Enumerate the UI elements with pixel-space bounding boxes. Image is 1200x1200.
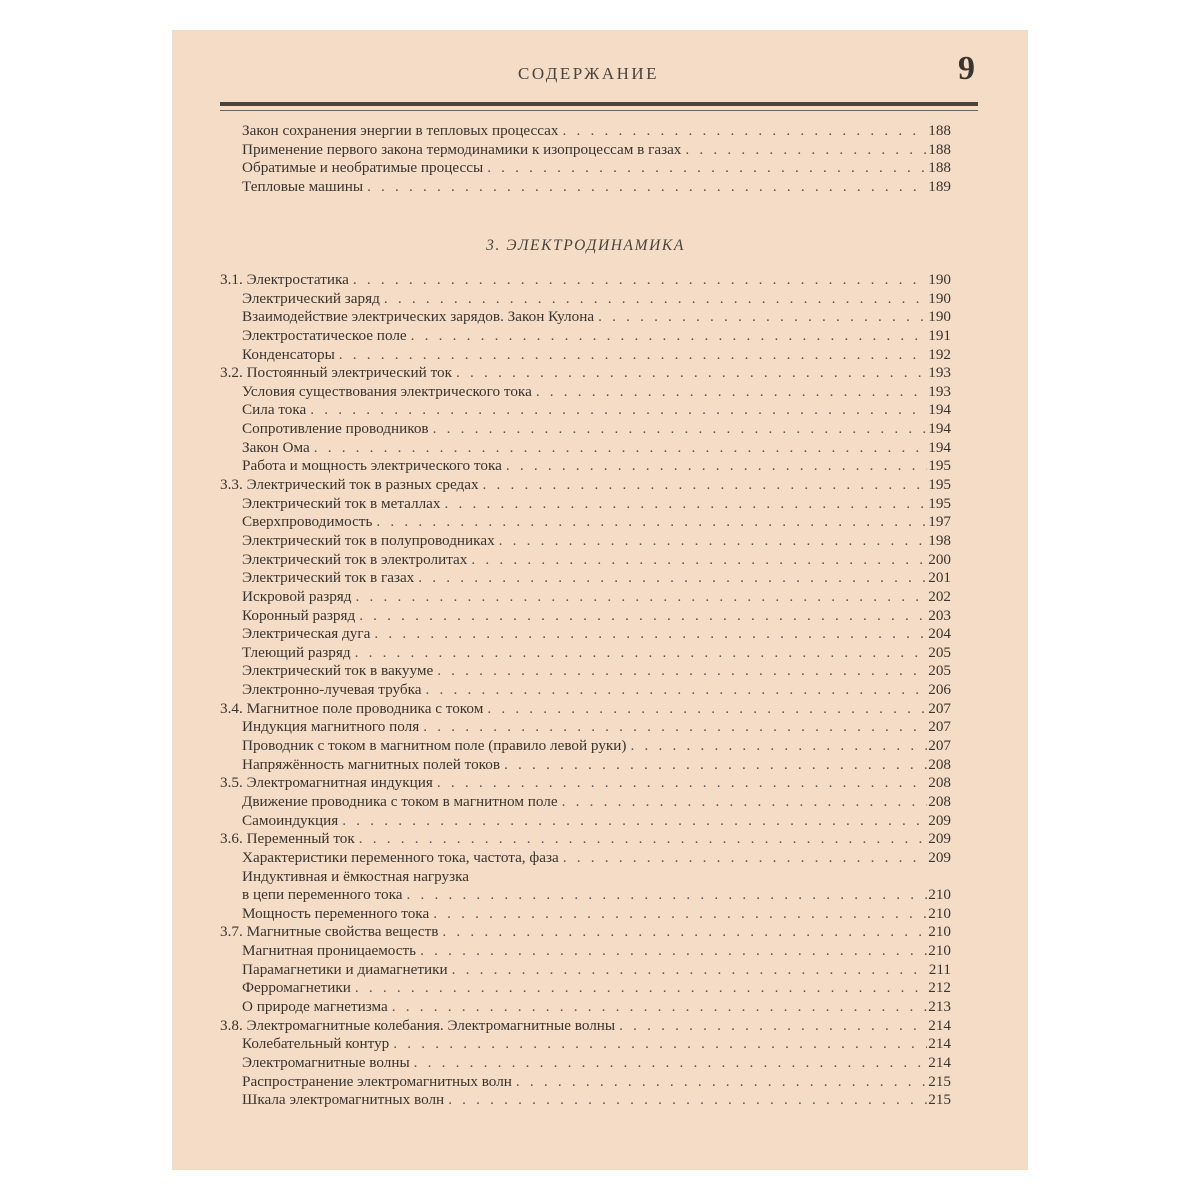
dot-leader	[433, 905, 927, 924]
dot-leader	[487, 159, 927, 178]
dot-leader	[392, 998, 927, 1017]
entry-title: Электрический заряд	[242, 289, 380, 307]
entry-page-number: 193	[928, 364, 951, 382]
toc-chapter-entry	[220, 476, 951, 495]
entry-page-number: 191	[928, 326, 951, 344]
dot-leader	[442, 923, 927, 942]
entry-page-number: 205	[928, 662, 951, 680]
entry-title: 3.4. Магнитное поле проводника с током	[220, 699, 484, 717]
toc-entry	[220, 849, 951, 868]
dot-leader	[563, 849, 927, 868]
entry-title: О природе магнетизма	[242, 997, 388, 1015]
toc-entry	[220, 308, 951, 327]
entry-page-number: 214	[928, 1035, 951, 1053]
dot-leader	[411, 327, 928, 346]
toc-entry	[220, 644, 951, 663]
dot-leader	[562, 793, 928, 812]
dot-leader	[598, 308, 927, 327]
toc-entry	[220, 159, 951, 178]
toc-entry	[220, 662, 951, 681]
toc-entry	[220, 290, 951, 309]
entry-page-number: 205	[928, 643, 951, 661]
entry-page-number: 192	[928, 345, 951, 363]
dot-leader	[437, 774, 927, 793]
entry-title: 3.8. Электромагнитные колебания. Электромагнитные волны	[220, 1016, 616, 1034]
dot-leader	[355, 979, 927, 998]
entry-page-number: 215	[928, 1072, 951, 1090]
entry-title: Взаимодействие электрических зарядов. Закон Кулона	[242, 308, 595, 326]
entry-page-number: 213	[928, 997, 951, 1015]
toc-entry	[220, 737, 951, 756]
toc-entry	[220, 141, 951, 160]
dot-leader	[506, 457, 927, 476]
toc-entry	[220, 756, 951, 775]
dot-leader	[356, 588, 928, 607]
entry-title: Индукция магнитного поля	[242, 718, 420, 736]
dot-leader	[374, 625, 927, 644]
dot-leader	[448, 1091, 927, 1110]
entry-title: Электромагнитные волны	[242, 1053, 410, 1071]
entry-title: Движение проводника с током в магнитном поле	[242, 792, 558, 810]
toc-entry	[220, 551, 951, 570]
dot-leader	[483, 476, 928, 495]
entry-page-number: 210	[928, 886, 951, 904]
dot-leader	[353, 271, 927, 290]
entry-page-number: 210	[928, 923, 951, 941]
entry-title: 3.1. Электростатика	[220, 271, 349, 288]
toc-entry	[220, 401, 951, 420]
toc-entry	[220, 942, 951, 961]
toc-entry	[220, 122, 951, 141]
entry-title: Сила тока	[242, 401, 307, 419]
dot-leader	[406, 886, 927, 905]
entry-title: Искровой разряд	[242, 587, 352, 605]
toc-entry	[220, 886, 951, 905]
dot-leader	[423, 718, 927, 737]
dot-leader	[504, 756, 927, 775]
dot-leader	[685, 141, 927, 160]
entry-page-number: 188	[928, 122, 951, 139]
toc-list	[220, 271, 951, 1110]
dot-leader	[563, 122, 928, 141]
toc-chapter-entry	[220, 923, 951, 942]
entry-page-number: 204	[928, 625, 951, 643]
entry-title: Сверхпроводимость	[242, 513, 373, 531]
entry-title: 3.5. Электромагнитная индукция	[220, 774, 433, 792]
entry-title: Самоиндукция	[242, 811, 339, 829]
entry-title: Конденсаторы	[242, 345, 335, 363]
entry-page-number: 209	[928, 848, 951, 866]
entry-title: Тепловые машины	[242, 177, 364, 195]
entry-page-number: 194	[928, 438, 951, 456]
dot-leader	[384, 290, 927, 309]
toc-entry	[220, 1091, 951, 1110]
entry-title: Мощность переменного тока	[242, 904, 430, 922]
entry-title: Электронно-лучевая трубка	[242, 681, 422, 699]
dot-leader	[456, 364, 927, 383]
entry-page-number: 214	[928, 1016, 951, 1034]
dot-leader	[355, 644, 928, 663]
toc-entry	[220, 681, 951, 700]
dot-leader	[536, 383, 927, 402]
entry-page-number: 200	[928, 550, 951, 568]
book-page	[172, 30, 1028, 1170]
toc-chapter-entry	[220, 774, 951, 793]
entry-title: Электрический ток в вакууме	[242, 662, 434, 680]
dot-leader	[367, 178, 927, 197]
entry-page-number: 195	[928, 457, 951, 475]
entry-page-number: 207	[928, 699, 951, 717]
entry-title: Распространение электромагнитных волн	[242, 1072, 512, 1090]
dot-leader	[376, 513, 927, 532]
entry-title: Электрический ток в газах	[242, 569, 415, 587]
entry-page-number: 214	[928, 1053, 951, 1071]
toc-entry	[220, 868, 951, 887]
entry-page-number: 195	[928, 494, 951, 512]
dot-leader	[420, 942, 927, 961]
dot-leader	[418, 569, 927, 588]
toc-continued-list	[220, 122, 951, 197]
entry-page-number: 202	[928, 587, 951, 605]
entry-title: 3.3. Электрический ток в разных средах	[220, 476, 479, 494]
entry-page-number: 208	[928, 792, 951, 810]
toc-entry	[220, 979, 951, 998]
entry-title: Электрическая дуга	[242, 625, 371, 643]
entry-title: Условия существования электрического тока	[242, 382, 532, 400]
entry-title: Проводник с током в магнитном поле (правило левой руки)	[242, 737, 627, 755]
entry-title: Парамагнетики и диамагнетики	[242, 960, 448, 978]
toc-chapter-entry	[220, 700, 951, 719]
toc-entry	[220, 793, 951, 812]
entry-page-number: 197	[928, 513, 951, 531]
dot-leader	[630, 737, 927, 756]
dot-leader	[499, 532, 928, 551]
dot-leader	[452, 961, 928, 980]
entry-title: Колебательный контур	[242, 1035, 390, 1053]
entry-page-number: 206	[928, 681, 951, 699]
dot-leader	[414, 1054, 928, 1073]
dot-leader	[310, 401, 927, 420]
toc-chapter-entry	[220, 271, 951, 290]
toc-entry	[220, 513, 951, 532]
dot-leader	[437, 662, 927, 681]
entry-title: Индуктивная и ёмкостная нагрузка	[242, 867, 470, 885]
toc-chapter-entry	[220, 830, 951, 849]
entry-page-number: 212	[928, 979, 951, 997]
toc-entry	[220, 532, 951, 551]
entry-page-number: 188	[928, 140, 951, 158]
entry-page-number: 188	[928, 159, 951, 177]
toc-chapter-entry	[220, 364, 951, 383]
toc-entry	[220, 905, 951, 924]
entry-title: Применение первого закона термодинамики к изопроцессам в газах	[242, 140, 682, 158]
entry-page-number: 215	[928, 1091, 951, 1109]
entry-page-number: 207	[928, 737, 951, 755]
entry-page-number: 207	[928, 718, 951, 736]
dot-leader	[445, 495, 928, 514]
entry-page-number: 190	[928, 308, 951, 326]
header-rule-thin	[220, 110, 978, 111]
toc-entry	[220, 383, 951, 402]
entry-title: Шкала электромагнитных волн	[242, 1091, 445, 1109]
toc-entry	[220, 812, 951, 831]
entry-title: Электрический ток в электролитах	[242, 550, 468, 568]
toc-entry	[220, 420, 951, 439]
entry-title: Электрический ток в металлах	[242, 494, 441, 512]
entry-title: Коронный разряд	[242, 606, 356, 624]
dot-leader	[487, 700, 927, 719]
toc-entry	[220, 1054, 951, 1073]
toc-entry	[220, 1073, 951, 1092]
toc-entry	[220, 346, 951, 365]
entry-page-number: 208	[928, 755, 951, 773]
dot-leader	[471, 551, 927, 570]
dot-leader	[339, 346, 927, 365]
entry-title: Магнитная проницаемость	[242, 942, 417, 960]
entry-page-number: 195	[928, 476, 951, 494]
entry-title: Закон сохранения энергии в тепловых процессах	[242, 122, 559, 139]
dot-leader	[433, 420, 928, 439]
entry-title: 3.6. Переменный ток	[220, 830, 355, 848]
header-rule	[220, 102, 978, 106]
entry-title: Характеристики переменного тока, частота, фаза	[242, 848, 559, 866]
entry-title: Ферромагнетики	[242, 979, 351, 997]
entry-title: Работа и мощность электрического тока	[242, 457, 502, 475]
toc-entry	[220, 569, 951, 588]
dot-leader	[314, 439, 928, 458]
entry-page-number: 194	[928, 420, 951, 438]
toc-entry	[220, 607, 951, 626]
dot-leader	[393, 1035, 927, 1054]
entry-page-number: 208	[928, 774, 951, 792]
page-number: 9	[958, 50, 975, 87]
entry-page-number: 210	[928, 904, 951, 922]
entry-title: Электростатическое поле	[242, 326, 407, 344]
toc-entry	[220, 625, 951, 644]
entry-page-number: 201	[928, 569, 951, 587]
dot-leader	[342, 812, 927, 831]
dot-leader	[359, 830, 927, 849]
entry-title: Электрический ток в полупроводниках	[242, 531, 495, 549]
toc-entry	[220, 588, 951, 607]
entry-title: Напряжённость магнитных полей токов	[242, 755, 501, 773]
toc-entry	[220, 439, 951, 458]
dot-leader	[516, 1073, 927, 1092]
entry-page-number: 198	[928, 531, 951, 549]
dot-leader	[359, 607, 927, 626]
entry-title: Тлеющий разряд	[242, 643, 351, 661]
entry-title: 3.7. Магнитные свойства веществ	[220, 923, 439, 941]
dot-leader	[426, 681, 928, 700]
entry-page-number: 190	[928, 289, 951, 307]
entry-page-number: 209	[928, 811, 951, 829]
entry-page-number: 210	[928, 942, 951, 960]
toc-entry	[220, 327, 951, 346]
entry-page-number: 189	[928, 177, 951, 195]
entry-title: 3.2. Постоянный электрический ток	[220, 364, 452, 382]
entry-page-number: 190	[928, 271, 951, 288]
toc-chapter-entry	[220, 1017, 951, 1036]
entry-page-number: 209	[928, 830, 951, 848]
toc-entry	[220, 961, 951, 980]
entry-page-number: 211	[928, 960, 951, 978]
toc-entry	[220, 495, 951, 514]
entry-title: Сопротивление проводников	[242, 420, 429, 438]
toc-entry	[220, 457, 951, 476]
entry-title: Обратимые и необратимые процессы	[242, 159, 484, 177]
entry-page-number: 203	[928, 606, 951, 624]
dot-leader	[619, 1017, 927, 1036]
entry-title: в цепи переменного тока	[242, 886, 403, 904]
entry-page-number: 194	[928, 401, 951, 419]
toc-entry	[220, 1035, 951, 1054]
entry-title: Закон Ома	[242, 438, 310, 456]
section-heading: 3. ЭЛЕКТРОДИНАМИКА	[486, 237, 685, 254]
toc-entry	[220, 998, 951, 1017]
running-header: СОДЕРЖАНИЕ	[518, 64, 660, 83]
toc-entry	[220, 718, 951, 737]
toc-entry	[220, 178, 951, 197]
entry-page-number: 193	[928, 382, 951, 400]
